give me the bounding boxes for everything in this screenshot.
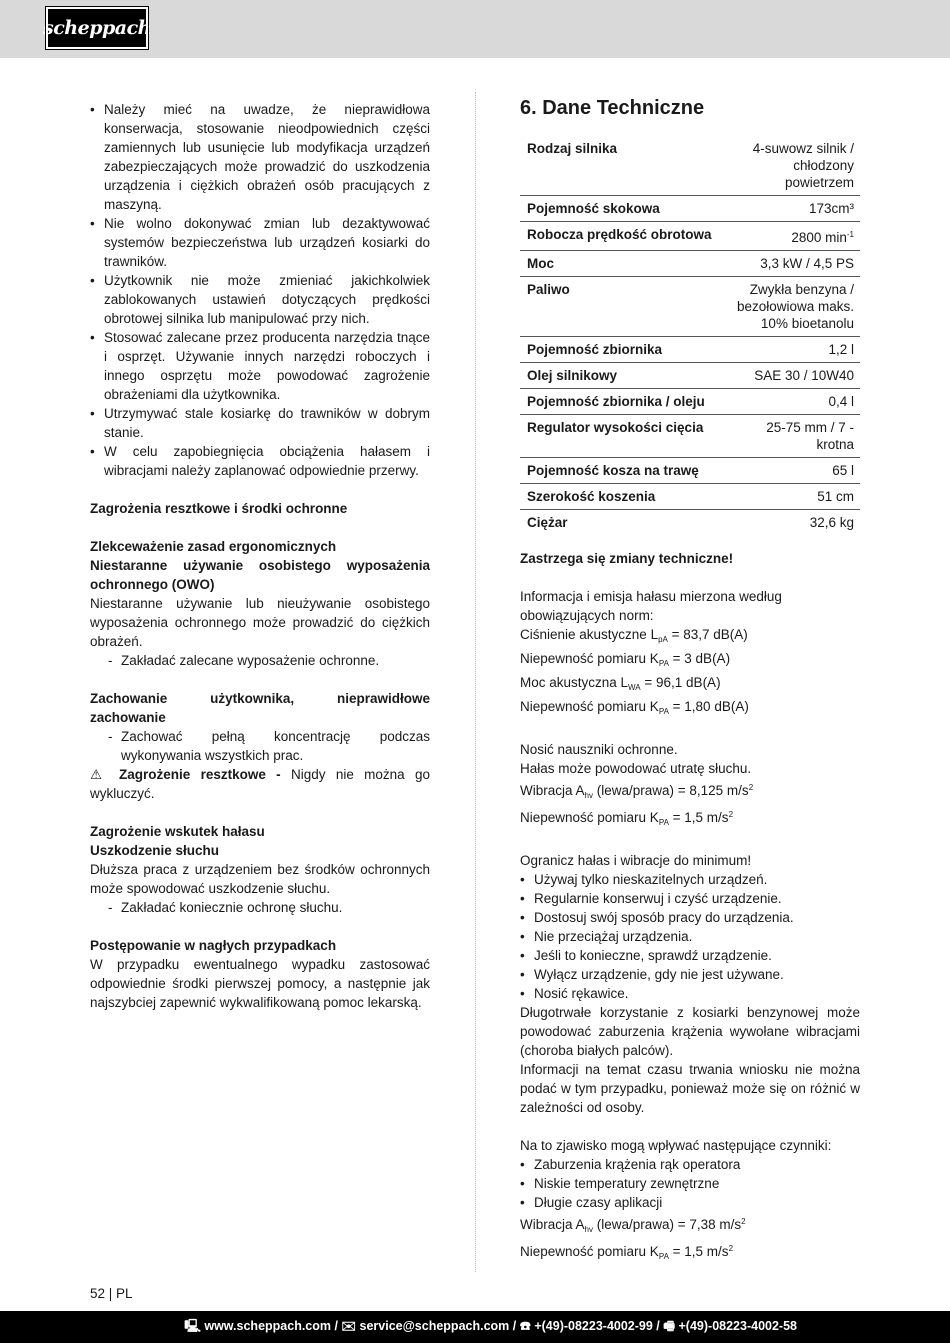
hearing-loss: Hałas może powodować utratę słuchu. bbox=[520, 761, 752, 776]
list-item: • W celu zapobiegnięcia obciążenia hałasem i wibracjami należy zaplanować odpowiednie przerwy. bbox=[90, 442, 430, 480]
spec-label: Pojemność skokowa bbox=[527, 201, 660, 216]
header-bar bbox=[0, 0, 950, 58]
vibration-line-4: Niepewność pomiaru $K_{PA} = 1,5$ $m/s^2$ bbox=[520, 1244, 734, 1261]
spec-value: SAE 30 / 10W40 bbox=[754, 368, 854, 383]
spec-row bbox=[520, 389, 860, 415]
spec-value: 65 l bbox=[832, 463, 854, 478]
warning-text: Nigdy nie można go wykluczyć. bbox=[90, 767, 430, 801]
noise-line-2: Niepewność pomiaru $K_{PA} = 3$ dB(A) bbox=[520, 651, 731, 668]
spec-value: 3,3 kW / 4,5 PS bbox=[760, 256, 854, 271]
spec-value: Zwykła benzyna / bezołowiowa maks. 10% bioetanolu bbox=[736, 282, 854, 331]
vibration-line-2: Niepewność pomiaru $K_{PA} = 1,5$ $m/s^2$ bbox=[520, 810, 734, 827]
ppe-text: Niestaranne używanie lub nieużywanie osobistego wyposażenia ochronnego może prowadzić do ciężkich obrażeń. bbox=[90, 596, 430, 649]
limit-bullet-list bbox=[520, 870, 860, 1003]
noise-line-4: Niepewność pomiaru $K_{PA} = 1,80$ dB(A) bbox=[520, 699, 749, 716]
contact-bar bbox=[0, 1311, 950, 1343]
spec-row bbox=[520, 510, 860, 536]
spec-row bbox=[520, 136, 860, 196]
duration-info: Informacji na temat czasu trwania wniosku nie można podać w tym przypadku, ponieważ może się on różnić w zależności od osoby. bbox=[520, 1062, 860, 1115]
list-item: • Jeśli to konieczne, sprawdź urządzenie. bbox=[520, 946, 860, 965]
noise-intro: Informacja i emisja hałasu mierzona według obowiązujących norm: bbox=[520, 589, 782, 623]
vibration-line-1: Wibracja $A_{hv}$ (lewa/prawa) = 8,125 $m/s^2$ bbox=[520, 783, 754, 800]
list-item: • Utrzymywać stale kosiarkę do trawników w dobrym stanie. bbox=[90, 404, 430, 442]
list-item: • Używaj tylko nieskazitelnych urządzeń. bbox=[520, 870, 860, 889]
list-item: • Nie przeciążaj urządzenia. bbox=[520, 927, 860, 946]
warning-icon: ⚠ bbox=[90, 767, 109, 782]
spec-value: 2800 $\min^{-1}$ bbox=[791, 230, 854, 245]
list-item: • Dostosuj swój sposób pracy do urządzenia. bbox=[520, 908, 860, 927]
long-use-text: Długotrwałe korzystanie z kosiarki benzynowej może powodować zaburzenia krążenia wywołane wibracjami (choroba białych palców). bbox=[520, 1005, 860, 1058]
list-item: • Wyłącz urządzenie, gdy nie jest używane. bbox=[520, 965, 860, 984]
hearing-instruction: - Zakładać koniecznie ochronę słuchu. bbox=[90, 898, 430, 917]
brand-logo: scheppach bbox=[46, 7, 148, 49]
limit-heading: Ogranicz hałas i wibracje do minimum! bbox=[520, 853, 752, 868]
behaviour-heading: Zachowanie użytkownika, nieprawidłowe zachowanie bbox=[90, 691, 430, 725]
spec-label: Paliwo bbox=[527, 282, 570, 297]
spec-label: Rodzaj silnika bbox=[527, 141, 618, 156]
spec-table bbox=[520, 136, 860, 535]
spec-label: Olej silnikowy bbox=[527, 368, 618, 383]
spec-label: Pojemność zbiornika bbox=[527, 342, 663, 357]
left-column bbox=[90, 100, 430, 1012]
spec-row bbox=[520, 484, 860, 510]
reserve-note: Zastrzega się zmiany techniczne! bbox=[520, 551, 734, 566]
spec-value: 0,4 l bbox=[828, 394, 854, 409]
emergency-text: W przypadku ewentualnego wypadku zastosować odpowiednie środki pierwszej pomocy, a następnie jak najszybciej zapewnić wykwalifikowaną pomoc lekarską. bbox=[90, 957, 430, 1010]
spec-row bbox=[520, 196, 860, 222]
section-title: 6. Dane Techniczne bbox=[520, 97, 705, 119]
noise-line-1: Ciśnienie akustyczne $L_{pA} = 83,7$ dB(A) bbox=[520, 627, 748, 644]
hearing-text: Dłuższa praca z urządzeniem bez środków ochronnych może spowodować uszkodzenie słuchu. bbox=[90, 862, 430, 896]
spec-label: Ciężar bbox=[527, 515, 568, 530]
warning-label: Zagrożenie resztkowe - bbox=[119, 767, 281, 782]
list-item: • Regularnie konserwuj i czyść urządzenie. bbox=[520, 889, 860, 908]
spec-value: 32,6 kg bbox=[809, 515, 854, 530]
spec-value: 1,2 l bbox=[828, 342, 854, 357]
spec-value: 173cm³ bbox=[808, 201, 854, 216]
safety-bullet-list bbox=[90, 100, 430, 480]
spec-row bbox=[520, 251, 860, 277]
right-column bbox=[520, 94, 860, 1266]
list-item: • Nosić rękawice. bbox=[520, 984, 860, 1003]
hearing-heading: Uszkodzenie słuchu bbox=[90, 843, 220, 858]
spec-value: 25-75 mm / 7 - krotna bbox=[766, 420, 854, 452]
factors-intro: Na to zjawisko mogą wpływać następujące czynniki: bbox=[520, 1138, 832, 1153]
spec-label: Pojemność zbiornika / oleju bbox=[527, 394, 705, 409]
spec-row bbox=[520, 337, 860, 363]
page-number: 52 | PL bbox=[90, 1286, 133, 1301]
spec-label: Pojemność kosza na trawę bbox=[527, 463, 699, 478]
noise-heading: Zagrożenie wskutek hałasu bbox=[90, 824, 265, 839]
list-item: • Niskie temperatury zewnętrzne bbox=[520, 1174, 860, 1193]
ppe-heading: Niestaranne używanie osobistego wyposażenia ochronnego (OWO) bbox=[90, 558, 430, 592]
residual-heading: Zagrożenia resztkowe i środki ochronne bbox=[90, 501, 348, 516]
emergency-heading: Postępowanie w nagłych przypadkach bbox=[90, 938, 337, 953]
spec-row bbox=[520, 222, 860, 251]
list-item: • Nie wolno dokonywać zmian lub dezaktywować systemów bezpieczeństwa lub urządzeń kosiarki do trawników. bbox=[90, 214, 430, 271]
residual-warning bbox=[90, 765, 430, 803]
noise-line-3: Moc akustyczna $L_{WA} = 96,1$ dB(A) bbox=[520, 675, 721, 692]
list-item: • Długie czasy aplikacji bbox=[520, 1193, 860, 1212]
spec-label: Szerokość koszenia bbox=[527, 489, 656, 504]
spec-row bbox=[520, 277, 860, 337]
vibration-line-3: Wibracja $A_{hv}$ (lewa/prawa) = 7,38 $m/s^2$ bbox=[520, 1217, 746, 1234]
ergo-heading: Zlekceważenie zasad ergonomicznych bbox=[90, 539, 337, 554]
spec-row bbox=[520, 458, 860, 484]
spec-value: 51 cm bbox=[817, 489, 854, 504]
list-item: • Należy mieć na uwadze, że nieprawidłowa konserwacja, stosowanie nieodpowiednich części zamiennych lub usunięcie lub modyfikacja urządzeń zabezpieczających może prowadzić do uszkodzenia urządzenia i ciężkich obrażeń osób pracujących z maszyną. bbox=[90, 100, 430, 214]
spec-label: Regulator wysokości cięcia bbox=[527, 420, 704, 435]
spec-row bbox=[520, 415, 860, 458]
behaviour-instruction: - Zachować pełną koncentrację podczas wykonywania wszystkich prac. bbox=[90, 727, 430, 765]
list-item: • Stosować zalecane przez producenta narzędzia tnące i osprzęt. Używanie innych narzędzi roboczych i innego osprzętu może powodować zagrożenie obrażeniami dla użytkownika. bbox=[90, 328, 430, 404]
list-item: • Użytkownik nie może zmieniać jakichkolwiek zablokowanych ustawień dotyczących prędkości obrotowej silnika lub manipulować przy nich. bbox=[90, 271, 430, 328]
list-item: • Zaburzenia krążenia rąk operatora bbox=[520, 1155, 860, 1174]
column-divider bbox=[475, 92, 476, 1272]
ppe-instruction: - Zakładać zalecane wyposażenie ochronne. bbox=[90, 651, 430, 670]
spec-label: Robocza prędkość obrotowa bbox=[527, 227, 712, 242]
ear-protection: Nosić nauszniki ochronne. bbox=[520, 742, 678, 757]
spec-label: Moc bbox=[527, 256, 554, 271]
spec-row bbox=[520, 363, 860, 389]
spec-value: 4-suwowz silnik / chłodzony powietrzem bbox=[752, 141, 854, 190]
factor-bullet-list bbox=[520, 1155, 860, 1212]
contact-text[interactable]: 🖳 www.scheppach.com / ✉ service@scheppach.com / ☎ +(49)-08223-4002-99 / 🖷 +(49)-08223-4002-58 bbox=[184, 1318, 797, 1333]
